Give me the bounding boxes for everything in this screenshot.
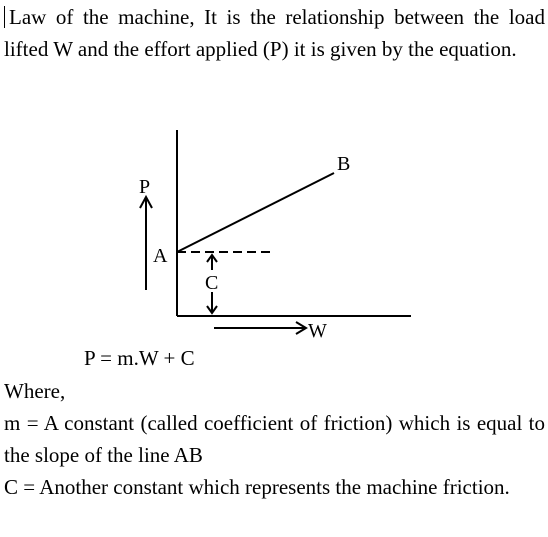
definition-c: C = Another constant which represents the machine friction.: [4, 475, 510, 499]
label-p: P: [139, 176, 151, 198]
label-c: C: [205, 272, 219, 294]
where-label: Where,: [4, 379, 66, 403]
label-w: W: [308, 320, 327, 342]
definition-m: m = A constant (called coefficient of friction) which is equal to the slope of the line AB: [4, 411, 545, 467]
equation: P = m.W + C: [84, 346, 195, 370]
label-a: A: [153, 245, 168, 267]
label-b: B: [337, 153, 351, 175]
intro-paragraph: Law of the machine, It is the relationship between the load lifted W and the effort applied (P) it is given by the equation.: [4, 5, 545, 61]
line-ab: [177, 173, 334, 252]
